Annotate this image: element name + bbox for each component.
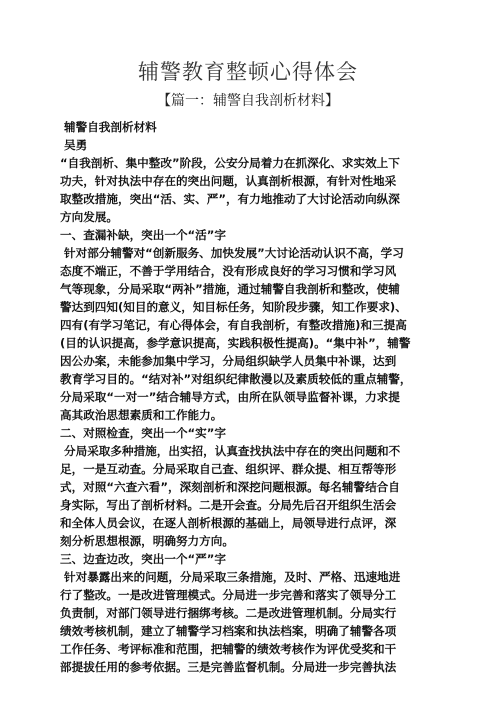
body-line: 足，一是互动查。分局采取自己查、组织评、群众提、相互帮等形 bbox=[60, 462, 397, 476]
body-line: 警达到四知(知目的意义，知目标任务，知阶段步骤，知工作要求)、 bbox=[60, 300, 407, 314]
body-line: 和全体人员会议，在逐人剖析根源的基础上，局领导进行点评，深 bbox=[60, 516, 397, 530]
body-line: “自我剖析、集中整改”阶段，公安分局着力在抓深化、求实效上下 bbox=[60, 156, 400, 170]
section-heading: 三、边查边改，突出一个“严”字 bbox=[60, 552, 226, 566]
body-line: 四有(有学习笔记，有心得体会，有自我剖析，有整改措施)和三提高 bbox=[60, 318, 407, 332]
body-line: 行了整改。一是改进管理模式。分局进一步完善和落实了领导分工 bbox=[60, 588, 397, 602]
body-line: 身实际，写出了剖析材料。二是开会查。分局先后召开组织生活会 bbox=[60, 498, 397, 512]
body-line: 负责制，对部门领导进行捆绑考核。二是改进管理机制。分局实行 bbox=[60, 606, 397, 620]
body-line: 绩效考核机制，建立了辅警学习档案和执法档案，明确了辅警各项 bbox=[60, 624, 397, 638]
body-line: 分局采取“一对一”结合辅导方式，由所在队领导监督补课，力求提 bbox=[60, 390, 400, 404]
body-line: 教育学习目的。“结对补”对组织纪律散漫以及素质较低的重点辅警， bbox=[60, 372, 412, 386]
body-line: 分局采取多种措施，出实招，认真查找执法中存在的突出问题和不 bbox=[64, 444, 401, 458]
body-line: (目的认识提高，参学意识提高，实践积极性提高)。“集中补”，辅警 bbox=[60, 336, 411, 350]
document-subtitle: 【篇一：辅警自我剖析材料】 bbox=[157, 93, 339, 109]
body-line: 辅警自我剖析材料 bbox=[64, 120, 157, 134]
body-line: 针对部分辅警对“创新服务、加快发展”大讨论活动认识不高，学习 bbox=[64, 246, 404, 260]
body-line: 部提拔任用的参考依据。三是完善监督机制。分局进一步完善执法 bbox=[60, 660, 397, 674]
body-line: 高其政治思想素质和工作能力。 bbox=[60, 408, 223, 422]
document-body bbox=[60, 118, 440, 676]
body-line: 方向发展。 bbox=[60, 210, 118, 224]
section-heading: 一、查漏补缺，突出一个“活”字 bbox=[60, 228, 226, 242]
body-line: 取整改措施，突出“活、实、严”，有力地推动了大讨论活动向纵深 bbox=[60, 192, 400, 206]
body-line: 气等现象，分局采取“两补”措施，通过辅警自我剖析和整改，使辅 bbox=[60, 282, 400, 296]
body-line: 态度不端正，不善于学用结合，没有形成良好的学习习惯和学习风 bbox=[60, 264, 397, 278]
body-line: 式，对照“六查六看”，深刻剖析和深挖问题根源。每名辅警结合自 bbox=[60, 480, 400, 494]
body-line: 刻分析思想根源，明确努力方向。 bbox=[60, 534, 234, 548]
body-line: 功夫，针对执法中存在的突出问题，认真剖析根源，有针对性地采 bbox=[60, 174, 397, 188]
body-line: 工作任务、考评标准和范围，把辅警的绩效考核作为评优受奖和干 bbox=[60, 642, 397, 656]
body-line: 针对暴露出来的问题，分局采取三条措施，及时、严格、迅速地进 bbox=[64, 570, 401, 584]
body-line: 因公办案，未能参加集中学习，分局组织缺学人员集中补课，达到 bbox=[60, 354, 397, 368]
body-line: 吴勇 bbox=[64, 138, 88, 152]
document-title: 辅警教育整顿心得体会 bbox=[138, 60, 358, 84]
section-heading: 二、对照检查，突出一个“实”字 bbox=[60, 426, 226, 440]
